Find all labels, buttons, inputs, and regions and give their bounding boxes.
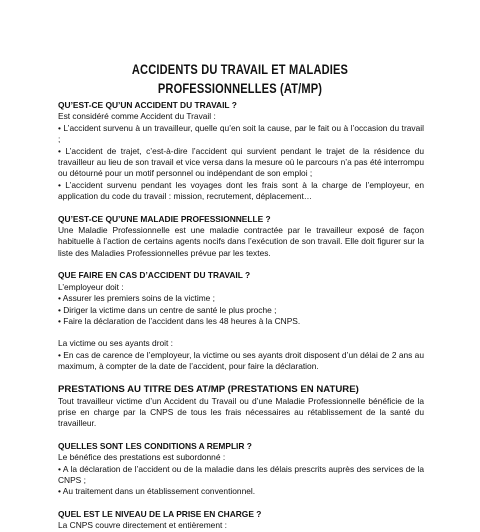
paragraph: Une Maladie Professionnelle est une maladie contractée par le travailleur exposé de façon habituelle à l’action de certains agents nocifs dans l’exécution de son travail. Elle doit figurer sur la liste des Maladies Professionnelles prévue par les textes. (58, 225, 424, 258)
section-accident-definition (58, 100, 424, 203)
bullet-item: • L’accident survenu à un travailleur, quelle qu’en soit la cause, par le fait ou à l’occasion du travail ; (58, 122, 424, 145)
bullet-item: • En cas de carence de l’employeur, la victime ou ses ayants droit disposent d’un délai de 2 ans au maximum, à compter de la date de l’accident, pour faire la déclaration. (58, 349, 424, 372)
section-heading: QU’EST-CE QU’UN ACCIDENT DU TRAVAIL ? (58, 100, 237, 110)
section-heading: QUEL EST LE NIVEAU DE LA PRISE EN CHARGE ? (58, 508, 262, 519)
paragraph: Est considéré comme Accident du Travail : (58, 111, 216, 122)
title-line-1: ACCIDENTS DU TRAVAIL ET MALADIES (131, 62, 349, 77)
bullet-item: • L’accident de trajet, c’est-à-dire l’accident qui survient pendant le trajet de la résidence du travailleur au lieu de son travail et vice versa dans la mesure où le parcours n’a pas été interrompu ou détourné pour un motif personnel ou indépendant de son emploi ; (58, 145, 424, 179)
section-heading: QUELLES SONT LES CONDITIONS A REMPLIR ? (58, 440, 252, 451)
section-niveau-prise-en-charge (58, 509, 424, 532)
section-que-faire (58, 270, 424, 372)
bullet-item: • A la déclaration de l’accident ou de la maladie dans les délais prescrits auprès des services de la CNPS ; (58, 463, 424, 485)
bullet-item: • L’accident survenu pendant les voyages dont les frais sont à la charge de l’employeur, en application du code du travail : mission, recrutement, déplacement… (58, 179, 424, 202)
paragraph: L’employeur doit : (58, 281, 124, 292)
paragraph: La CNPS couvre directement et entièrement : (58, 520, 227, 531)
section-heading: QU’EST-CE QU’UNE MALADIE PROFESSIONNELLE ? (58, 213, 271, 224)
bullet-item: • Assurer les premiers soins de la victime ; (58, 293, 215, 304)
bullet-item: • Au traitement dans un établissement conventionnel. (58, 486, 256, 497)
bullet-item: • Faire la déclaration de l’accident dans les 48 heures à la CNPS. (58, 315, 301, 326)
section-maladie-definition (58, 214, 424, 260)
paragraph: La victime ou ses ayants droit : (58, 338, 173, 349)
document-title (43, 60, 437, 98)
section-heading: QUE FAIRE EN CAS D’ACCIDENT DU TRAVAIL ? (58, 270, 251, 281)
document-body (58, 100, 424, 532)
paragraph: Le bénéfice des prestations est subordonné : (58, 452, 226, 463)
title-line-2: PROFESSIONNELLES (AT/MP) (157, 81, 323, 96)
section-conditions (58, 441, 424, 498)
section-heading: PRESTATIONS AU TITRE DES AT/MP (PRESTATIONS EN NATURE) (58, 383, 359, 395)
paragraph: Tout travailleur victime d’un Accident du Travail ou d’une Maladie Professionnelle bénéficie de la prise en charge par la CNPS de tous les frais nécessaires au rétablissement de la santé du travailleur. (58, 395, 424, 429)
bullet-item: • Diriger la victime dans un centre de santé le plus proche ; (58, 304, 277, 315)
section-prestations (58, 384, 424, 430)
